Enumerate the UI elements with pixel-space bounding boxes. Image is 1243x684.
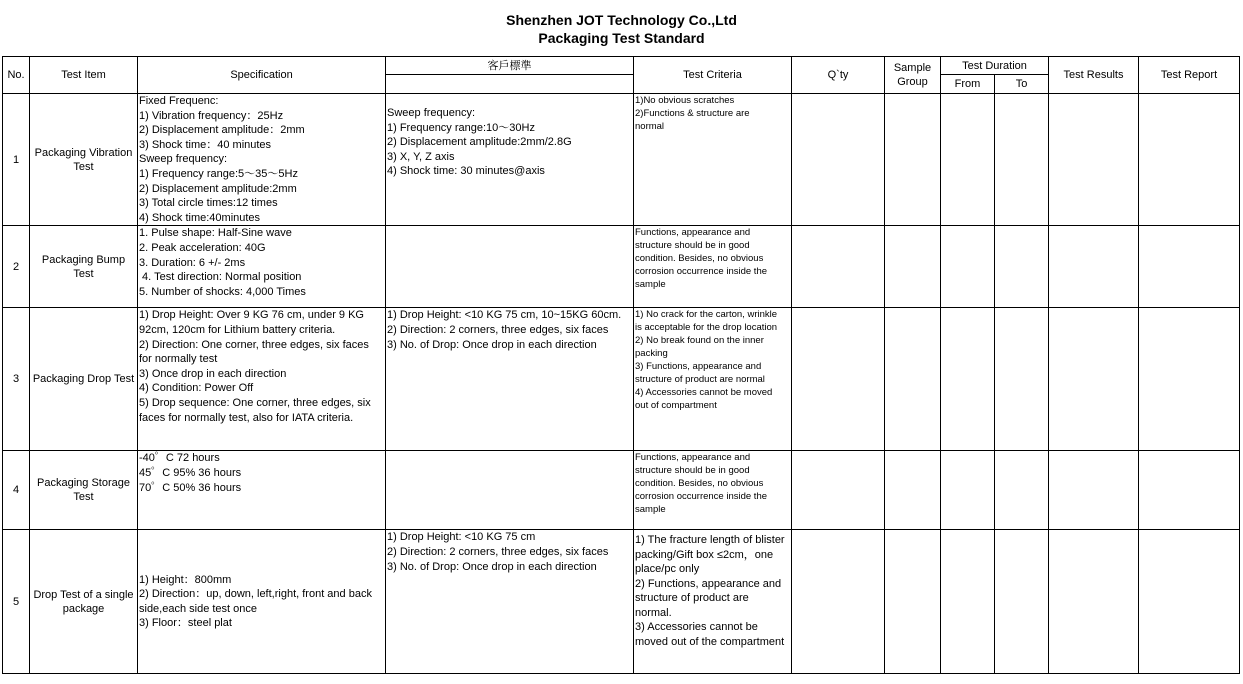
col-header-test-item: Test Item [30,57,138,94]
qty-cell[interactable] [792,451,885,530]
customer-standard-line: 2) Direction: 2 corners, three edges, six faces [387,545,609,558]
criteria-line: 4) Accessories cannot be moved [635,387,773,399]
specification-line: 1. Pulse shape: Half-Sine wave [139,227,292,240]
col-header-specification: Specification [138,57,386,94]
customer-standard-line: 3) No. of Drop: Once drop in each direction [387,560,597,573]
specification-line: 2) Direction: One corner, three edges, six faces [139,338,369,351]
test-report-cell[interactable] [1139,308,1240,451]
specification-line: 1) Drop Height: Over 9 KG 76 cm, under 9 KG [139,309,364,322]
criteria-line: out of compartment [635,400,717,412]
test-report-cell[interactable] [1139,530,1240,674]
customer-standard-cell [386,451,634,530]
test-report-cell[interactable] [1139,451,1240,530]
specification-line: -40゜C 72 hours [139,452,220,465]
duration-from-cell[interactable] [941,226,995,308]
qty-cell[interactable] [792,530,885,674]
specification-line: 1) Vibration frequency：25Hz [139,109,284,122]
customer-standard-line: 2) Displacement amplitude:2mm/2.8G [387,136,572,149]
row-number: 1 [3,94,30,226]
specification-line: Sweep frequency: [139,153,228,166]
col-header-test-report: Test Report [1139,57,1240,94]
sample-group-cell[interactable] [885,530,941,674]
specification-line: 2) Direction：up, down, left,right, front and back [139,588,372,601]
specification-cell [138,530,386,674]
row-number: 4 [3,451,30,530]
criteria-line: corrosion occurrence inside the [635,491,768,503]
table-row [3,308,1240,451]
test-report-cell[interactable] [1139,226,1240,308]
specification-line: 45゜C 95% 36 hours [139,466,242,479]
specification-line: 5) Drop sequence: One corner, three edges, six [139,396,371,409]
qty-cell[interactable] [792,308,885,451]
test-results-cell[interactable] [1049,451,1139,530]
duration-from-cell[interactable] [941,530,995,674]
sample-group-cell[interactable] [885,226,941,308]
duration-to-cell[interactable] [995,451,1049,530]
criteria-line: structure of product are normal [635,374,765,386]
test-item: Drop Test of a single package [30,530,138,674]
criteria-line: condition. Besides, no obvious [635,478,764,490]
specification-cell [138,226,386,308]
criteria-line: structure should be in good [635,465,750,477]
criteria-cell [634,451,792,530]
customer-standard-line: 3) No. of Drop: Once drop in each direction [387,338,597,351]
criteria-line: Functions, appearance and [635,452,751,464]
customer-standard-line: 4) Shock time: 30 minutes@axis [387,165,545,178]
specification-line: 1) Frequency range:5～35～5Hz [139,167,298,180]
duration-from-cell[interactable] [941,94,995,226]
criteria-line: sample [635,279,666,291]
col-header-test-results: Test Results [1049,57,1139,94]
criteria-line: normal [635,121,665,132]
customer-standard-line: 1) Frequency range:10～30Hz [387,121,535,134]
specification-line: 2) Displacement amplitude:2mm [139,182,297,195]
duration-from-cell[interactable] [941,308,995,451]
col-header-test-criteria: Test Criteria [634,57,792,94]
criteria-line: 2)Functions & structure are [635,108,750,119]
specification-cell [138,451,386,530]
criteria-line: 2) No break found on the inner [635,335,764,347]
specification-line: side,each side test once [139,602,258,615]
col-header-to: To [995,75,1049,94]
criteria-line: 2) Functions, appearance and [635,577,782,590]
specification-line: 1) Height：800mm [139,573,232,586]
customer-standard-cell [386,308,634,451]
customer-standard-line: 1) Drop Height: <10 KG 75 cm, 10~15KG 60cm. [387,309,622,322]
col-header-customer-standard-sub [386,75,634,94]
table-row [3,94,1240,226]
criteria-line: structure should be in good [635,240,750,252]
specification-line: 5. Number of shocks: 4,000 Times [139,285,306,298]
specification-line: faces for normally test, also for IATA criteria. [139,411,354,424]
duration-to-cell[interactable] [995,308,1049,451]
specification-line: Fixed Frequenc: [139,95,219,107]
specification-cell [138,308,386,451]
customer-standard-line: Sweep frequency: [387,107,476,119]
col-header-from: From [941,75,995,94]
criteria-line: condition. Besides, no obvious [635,253,764,265]
criteria-line: normal. [635,606,672,619]
specification-line: 3) Once drop in each direction [139,367,287,380]
sample-group-cell[interactable] [885,451,941,530]
specification-line: 4) Shock time:40minutes [139,211,261,224]
criteria-line: packing/Gift box ≤2cm，one [635,548,774,561]
criteria-cell [634,308,792,451]
specification-line: 70゜C 50% 36 hours [139,481,242,494]
test-results-cell[interactable] [1049,530,1139,674]
test-item: Packaging Drop Test [30,308,138,451]
test-report-cell[interactable] [1139,94,1240,226]
table-row [3,226,1240,308]
specification-line: 3. Duration: 6 +/- 2ms [139,256,246,269]
criteria-cell [634,94,792,226]
criteria-line: 1) No crack for the carton, wrinkle [635,309,778,321]
specification-line: 2) Displacement amplitude：2mm [139,124,305,137]
specification-line: 3) Total circle times:12 times [139,197,278,210]
customer-standard-line: 3) X, Y, Z axis [387,150,455,163]
duration-from-cell[interactable] [941,451,995,530]
sample-group-cell[interactable] [885,94,941,226]
col-header-customer-standard: 客戶標準 [386,57,634,75]
test-results-cell[interactable] [1049,94,1139,226]
criteria-line: 1)No obvious scratches [635,95,735,106]
customer-standard-cell [386,226,634,308]
criteria-cell [634,530,792,674]
row-number: 3 [3,308,30,451]
customer-standard-line: 1) Drop Height: <10 KG 75 cm [387,531,536,544]
specification-line: 3) Floor：steel plat [139,617,232,630]
specification-line: 3) Shock time：40 minutes [139,138,272,151]
packaging-test-table [2,56,1240,674]
col-header-sample-group: Sample Group [885,57,941,94]
row-number: 5 [3,530,30,674]
criteria-line: corrosion occurrence inside the [635,266,768,278]
customer-standard-line: 2) Direction: 2 corners, three edges, six faces [387,323,609,336]
criteria-line: sample [635,504,666,516]
criteria-line: moved out of the compartment [635,635,785,648]
specification-line: 92cm, 120cm for Lithium battery criteria. [139,323,336,336]
criteria-cell [634,226,792,308]
col-header-test-duration: Test Duration [941,57,1049,75]
criteria-line: Functions, appearance and [635,227,751,239]
document-header [0,11,1243,47]
duration-to-cell[interactable] [995,530,1049,674]
company-name: Shenzhen JOT Technology Co.,Ltd [506,12,737,28]
col-header-qty: Q`ty [792,57,885,94]
test-item: Packaging Storage Test [30,451,138,530]
criteria-line: place/pc only [635,563,700,576]
specification-line: 2. Peak acceleration: 40G [139,241,266,254]
qty-cell[interactable] [792,94,885,226]
criteria-line: is acceptable for the drop location [635,322,778,334]
specification-cell [138,94,386,226]
sample-group-cell[interactable] [885,308,941,451]
qty-cell[interactable] [792,226,885,308]
col-header-no: No. [3,57,30,94]
specification-line: for normally test [139,353,218,366]
criteria-line: 3) Functions, appearance and [635,361,762,373]
table-row [3,451,1240,530]
test-results-cell[interactable] [1049,308,1139,451]
table-row [3,530,1240,674]
test-item: Packaging Bump Test [30,226,138,308]
specification-line: 4) Condition: Power Off [139,382,254,395]
duration-to-cell[interactable] [995,226,1049,308]
criteria-line: 1) The fracture length of blister [635,534,785,547]
specification-line: 4. Test direction: Normal position [139,271,302,284]
test-item: Packaging Vibration Test [30,94,138,226]
row-number: 2 [3,226,30,308]
customer-standard-cell [386,530,634,674]
test-results-cell[interactable] [1049,226,1139,308]
criteria-line: structure of product are [635,592,749,605]
criteria-line: packing [635,348,668,360]
customer-standard-cell [386,94,634,226]
duration-to-cell[interactable] [995,94,1049,226]
criteria-line: 3) Accessories cannot be [635,621,758,634]
document-title: Packaging Test Standard [538,30,705,46]
